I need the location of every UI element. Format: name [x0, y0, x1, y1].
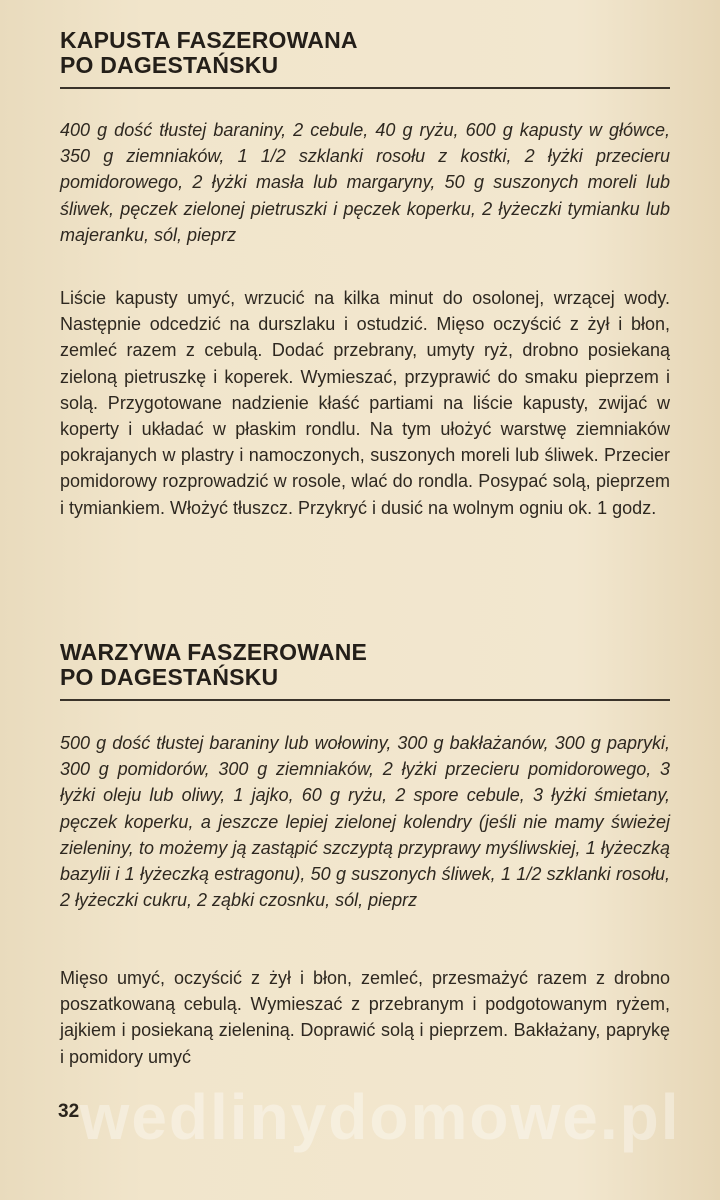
recipe-1-title-line2: PO DAGESTAŃSKU: [60, 52, 279, 78]
recipe-2-ingredients-text: 500 g dość tłustej baraniny lub wołowiny, 300 g bakłażanów, 300 g papryki, 300 g pomidorów, 300 g ziemniaków, 2 łyżki przecieru pomidorowego, 3 łyżki oleju lub oliwy, 1 jajko, 60 g ryżu, 2 spore cebule, 3 łyżki śmietany, pęczek koperku, a jeszcze lepiej zielonej kolendry (jeśli nie mamy świeżej zieleniny, to możemy ją zastąpić szczyptą przyprawy myśliwskiej, 1 łyżeczką bazylii i 1 łyżeczką estragonu), 50 g suszonych śliwek, 1 1/2 szklanki rosołu, 2 łyżeczki cukru, 2 ząbki czosnku, sól, pieprz: [60, 733, 670, 911]
recipe-2-title: [60, 640, 670, 701]
recipe-2-ingredients: [60, 730, 670, 913]
recipe-2-method-text: Mięso umyć, oczyścić z żył i błon, zemleć, przesmażyć razem z drobno poszatkowaną cebulą. Wymieszać z przebranym i podgotowanym ryżem, jajkiem i posiekaną zieleniną. Doprawić solą i pieprzem. Bakłażany, paprykę i pomidory umyć: [60, 968, 670, 1067]
recipe-2-method: [60, 965, 670, 1070]
recipe-1-title: [60, 28, 670, 89]
recipe-1-ingredients: [60, 117, 670, 248]
recipe-1-ingredients-text: 400 g dość tłustej baraniny, 2 cebule, 40 g ryżu, 600 g kapusty w główce, 350 g ziemniaków, 1 1/2 szklanki rosołu z kostki, 2 łyżki przecieru pomidorowego, 2 łyżki masła lub margaryny, 50 g suszonych moreli lub śliwek, pęczek zielonej pietruszki i pęczek koperku, 2 łyżeczki tymianku lub majeranku, sól, pieprz: [60, 120, 670, 245]
recipe-1-title-line1: KAPUSTA FASZEROWANA: [60, 27, 358, 53]
recipe-2-title-line2: PO DAGESTAŃSKU: [60, 664, 279, 690]
recipe-2-title-line1: WARZYWA FASZEROWANE: [60, 639, 368, 665]
recipe-1-title-rule: [60, 87, 670, 89]
recipe-1-method: [60, 285, 670, 521]
watermark: wedlinydomowe.pl: [79, 1081, 681, 1153]
page-number: 32: [58, 1101, 80, 1122]
recipe-2-title-rule: [60, 699, 670, 701]
recipe-1-method-text: Liście kapusty umyć, wrzucić na kilka minut do osolonej, wrzącej wody. Następnie odcedzić na durszlaku i ostudzić. Mięso oczyścić z żył i błon, zemleć razem z cebulą. Dodać przebrany, umyty ryż, drobno posiekaną zieloną pietruszkę i koperek. Wymieszać, przyprawić do smaku pieprzem i solą. Przygotowane nadzienie kłaść partiami na liście kapusty, zwijać w koperty i układać w płaskim rondlu. Na tym ułożyć warstwę ziemniaków pokrajanych w plastry i namoczonych, suszonych moreli lub śliwek. Przecier pomidorowy rozprowadzić w rosole, wlać do rondla. Posypać solą, pieprzem i tymiankiem. Włożyć tłuszcz. Przykryć i dusić na wolnym ogniu ok. 1 godz.: [60, 288, 670, 518]
